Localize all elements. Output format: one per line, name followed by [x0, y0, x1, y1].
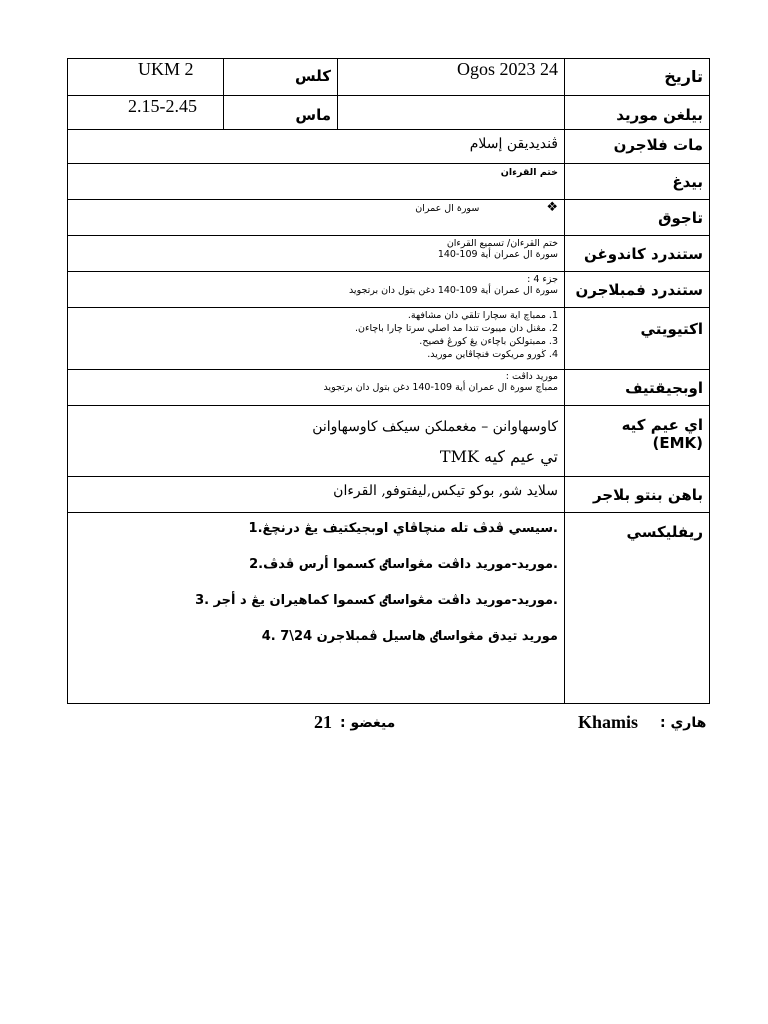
masa-value: 2.15-2.45	[68, 96, 224, 130]
tajuk-label: تاجوق	[565, 200, 710, 236]
tarikh-label: تاريخ	[565, 59, 710, 96]
hari-label: هاري :	[660, 715, 707, 731]
standard-kandungan-line: سورة ال عمران أية 109-140	[437, 249, 558, 260]
aktiviti-item: 1. ممباچ اية سچارا تلقي دان مشافهة.	[407, 310, 558, 321]
objektif-label: اوبجيقتيف	[565, 370, 710, 406]
refleksi-item: .موريد-موريد داڤت مڠواساٸ كسموا أرس ڤدڤ.2	[249, 557, 558, 572]
refleksi-label: ريفليكسي	[565, 513, 710, 704]
aktiviti-item: 4. ڬورو مريكوت فنچاڤاين موريد.	[427, 349, 558, 360]
date-value: Ogos 2023 24	[338, 59, 565, 96]
aktiviti-item: 3. ممبتولكن باچاءن يڠ كورڠ فصيح.	[419, 336, 558, 347]
row-emk	[68, 406, 710, 477]
masa-label: ماس	[224, 96, 338, 130]
row-refleksi	[68, 513, 710, 704]
standard-pembelajaran-cell	[68, 272, 565, 308]
tajuk-cell	[68, 200, 565, 236]
objektif-cell	[68, 370, 565, 406]
bilangan-value	[338, 96, 565, 130]
minggu-label: ميغضو :	[340, 715, 396, 731]
row-standard-pembelajaran	[68, 272, 710, 308]
mata-pelajaran-value: ڤنديديقن إسلام	[68, 130, 565, 164]
standard-kandungan-label: ستندرد كاندوغن	[565, 236, 710, 272]
footer	[0, 712, 768, 738]
mata-pelajaran-label: مات فلاجرن	[565, 130, 710, 164]
minggu-value: 21	[314, 712, 332, 732]
bidang-value: ختم القرءان	[68, 164, 565, 200]
tajuk-value: سورة ال عمران	[415, 203, 480, 214]
bidang-label: بيدغ	[565, 164, 710, 200]
objektif-line: ممباچ سورة ال عمران أية 109-140 دغن بتول دان برتجويد	[323, 382, 558, 393]
emk-line: كاوسهاوانن – مغعملكن سيكف كاوسهاوانن	[312, 419, 558, 435]
refleksi-cell	[68, 513, 565, 704]
bilangan-label: بيلغن موريد	[565, 96, 710, 130]
standard-pembelajaran-line: جزء 4 :	[527, 274, 558, 285]
bahan-value: سلايد شو, بوكو تيكس,ليفتوفو, القرءان	[68, 477, 565, 513]
standard-kandungan-cell	[68, 236, 565, 272]
row-tajuk	[68, 200, 710, 236]
standard-pembelajaran-line: سورة ال عمران أية 109-140 دغن بتول دان برتجويد	[348, 285, 558, 296]
aktiviti-cell	[68, 308, 565, 370]
refleksi-item: .سيسي ڤدڤ تله منچاڤاي اوبجيكتيف يڠ درنچڠ.1	[248, 521, 558, 536]
refleksi-item: موريد تيدق مڠواساٸ هاسيل ڤمبلاجرن 24\7 .4	[261, 629, 558, 644]
aktiviti-item: 2. مڠنل دان ميبوت تندا مد اصلي سرتا چارا باچاءن.	[355, 323, 558, 334]
hari-value: Khamis	[578, 712, 639, 732]
emk-line: تي عيم كيه TMK	[439, 447, 558, 466]
bahan-label: باهن بنتو بلاجر	[565, 477, 710, 513]
emk-label: اي عيم كيه (EMK)	[565, 406, 710, 477]
row-tarikh	[68, 59, 710, 96]
row-bidang	[68, 164, 710, 200]
objektif-line: موريد داڤت :	[505, 371, 558, 382]
row-aktiviti	[68, 308, 710, 370]
diamond-bullet-icon: ❖	[546, 200, 558, 215]
lesson-plan-table	[67, 58, 710, 704]
standard-pembelajaran-label: ستندرد فمبلاجرن	[565, 272, 710, 308]
row-objektif	[68, 370, 710, 406]
row-bahan	[68, 477, 710, 513]
kelas-value: UKM 2	[68, 59, 224, 96]
emk-cell	[68, 406, 565, 477]
aktiviti-label: اكتيويتي	[565, 308, 710, 370]
row-bilangan	[68, 96, 710, 130]
refleksi-item: .موريد-موريد داڤت مڠواساٸ كسموا كماهيران يڠ د أجر .3	[195, 593, 558, 608]
row-standard-kandungan	[68, 236, 710, 272]
kelas-label: كلس	[224, 59, 338, 96]
row-mata-pelajaran	[68, 130, 710, 164]
standard-kandungan-line: ختم القرءان/ تسميع القرءان	[446, 238, 558, 249]
